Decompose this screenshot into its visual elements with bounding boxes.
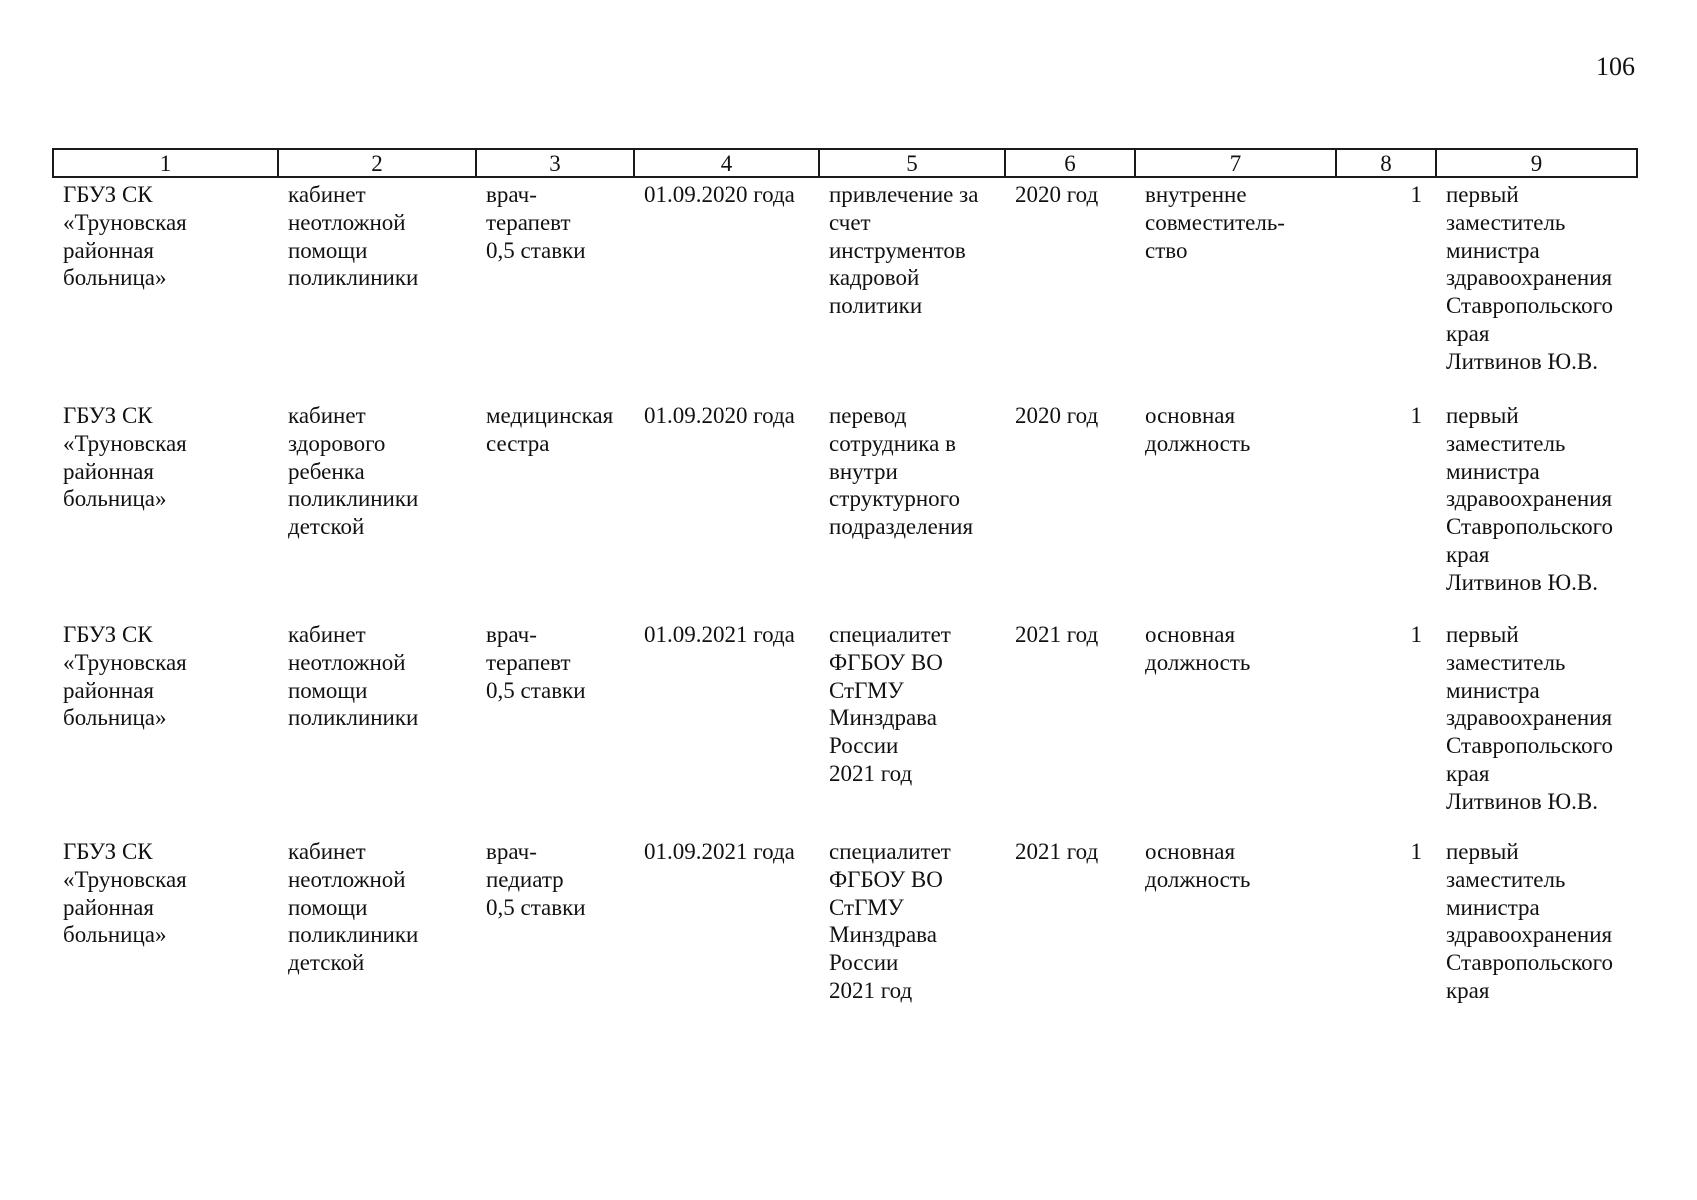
- count-cell: 1: [1410, 182, 1422, 207]
- employment-cell: основная должность: [1145, 403, 1251, 456]
- date-cell: 01.09.2020 года: [644, 182, 795, 207]
- approver-cell: первый заместитель министра здравоохранения Ставропольского края Литвинов Ю.В.: [1446, 622, 1613, 814]
- page-number: 106: [1596, 52, 1635, 81]
- unit-cell: кабинет неотложной помощи поликлиники: [288, 622, 419, 731]
- column-header-6: 6: [1005, 149, 1135, 177]
- source-cell: специалитет ФГБОУ ВО СтГМУ Минздрава России 2021 год: [829, 839, 951, 1003]
- organization-cell: ГБУЗ СК «Труновская районная больница»: [63, 403, 187, 512]
- organization-cell: ГБУЗ СК «Труновская районная больница»: [63, 182, 187, 291]
- position-cell: врач- терапевт 0,5 ставки: [486, 622, 586, 703]
- date-cell: 01.09.2021 года: [644, 622, 795, 647]
- source-cell: специалитет ФГБОУ ВО СтГМУ Минздрава России 2021 год: [829, 622, 951, 786]
- column-header-2: 2: [278, 149, 476, 177]
- position-cell: врач- педиатр 0,5 ставки: [486, 839, 586, 920]
- organization-cell: ГБУЗ СК «Труновская районная больница»: [63, 622, 187, 731]
- organization-cell: ГБУЗ СК «Труновская районная больница»: [63, 839, 187, 948]
- table-row: [53, 399, 1637, 618]
- source-cell: привлечение за счет инструментов кадровой политики: [829, 182, 979, 319]
- source-cell: перевод сотрудника в внутри структурного подразделения: [829, 403, 974, 540]
- position-cell: медицинская сестра: [486, 403, 614, 456]
- date-cell: 01.09.2021 года: [644, 839, 795, 864]
- unit-cell: кабинет неотложной помощи поликлиники: [288, 182, 419, 291]
- column-header-1: 1: [53, 149, 278, 177]
- column-header-7: 7: [1135, 149, 1336, 177]
- unit-cell: кабинет неотложной помощи поликлиники детской: [288, 839, 419, 976]
- position-cell: врач- терапевт 0,5 ставки: [486, 182, 586, 263]
- column-header-9: 9: [1436, 149, 1637, 177]
- table-row: [53, 835, 1637, 1018]
- column-header-4: 4: [634, 149, 819, 177]
- table-header-row: [53, 149, 1637, 177]
- unit-cell: кабинет здорового ребенка поликлиники детской: [288, 403, 419, 540]
- year-cell: 2021 год: [1015, 622, 1099, 647]
- count-cell: 1: [1410, 403, 1422, 428]
- employment-cell: основная должность: [1145, 839, 1251, 892]
- document-table-container: [52, 148, 1636, 1018]
- document-table: [52, 148, 1638, 1018]
- column-header-5: 5: [819, 149, 1005, 177]
- year-cell: 2021 год: [1015, 839, 1099, 864]
- table-row: [53, 177, 1637, 399]
- table-row: [53, 618, 1637, 835]
- employment-cell: основная должность: [1145, 622, 1251, 675]
- employment-cell: внутренне совместитель- ство: [1145, 182, 1285, 263]
- approver-cell: первый заместитель министра здравоохранения Ставропольского края Литвинов Ю.В.: [1446, 182, 1613, 374]
- year-cell: 2020 год: [1015, 182, 1099, 207]
- approver-cell: первый заместитель министра здравоохранения Ставропольского края Литвинов Ю.В.: [1446, 403, 1613, 595]
- column-header-3: 3: [476, 149, 634, 177]
- count-cell: 1: [1410, 622, 1422, 647]
- approver-cell: первый заместитель министра здравоохранения Ставропольского края: [1446, 839, 1613, 1003]
- year-cell: 2020 год: [1015, 403, 1099, 428]
- column-header-8: 8: [1336, 149, 1436, 177]
- count-cell: 1: [1410, 839, 1422, 864]
- date-cell: 01.09.2020 года: [644, 403, 795, 428]
